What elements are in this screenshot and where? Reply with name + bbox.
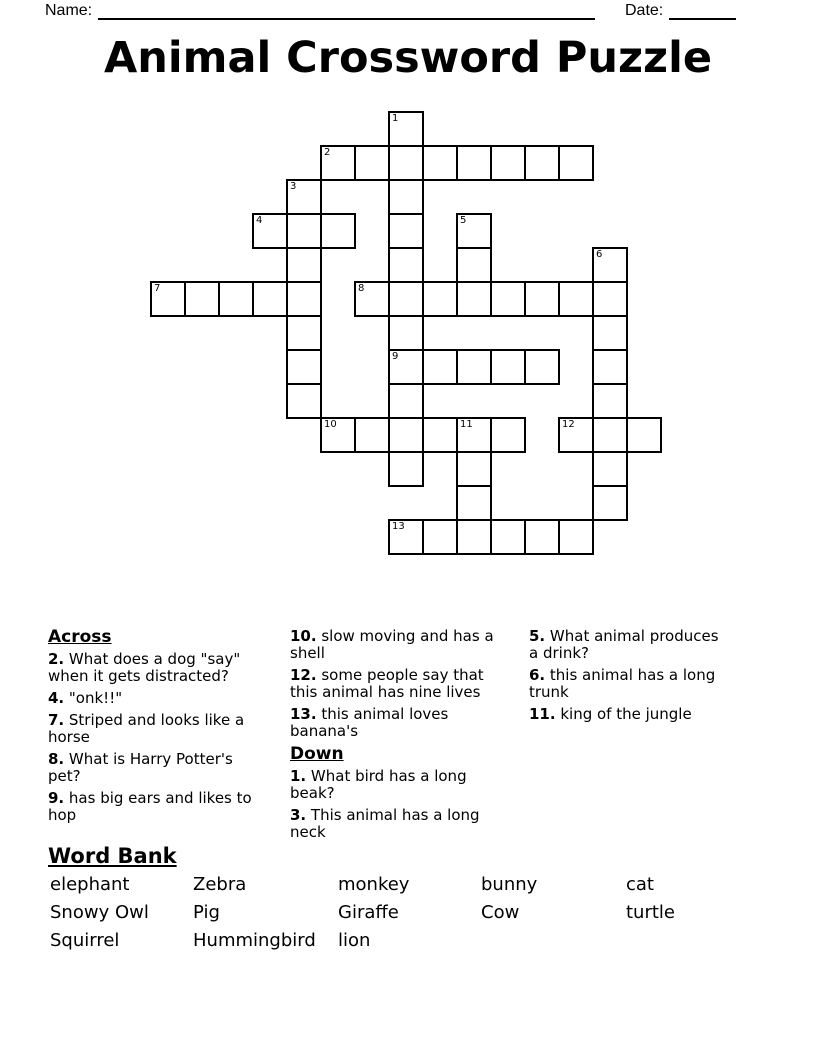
clue-number: 12.: [290, 666, 317, 684]
name-label: Name:: [45, 2, 93, 19]
page-title: Animal Crossword Puzzle: [104, 33, 712, 83]
cell-number: 1: [392, 113, 399, 124]
clue-item: 11. king of the jungle: [529, 705, 692, 723]
clue-number: 11.: [529, 705, 556, 723]
cell-number: 7: [154, 283, 161, 294]
cell-number: 8: [358, 283, 365, 294]
clue-column: [290, 628, 502, 846]
clue-heading: Down: [290, 744, 344, 764]
word-bank-word: cat: [626, 874, 654, 895]
clue-number: 4.: [48, 689, 65, 707]
cell-number: 5: [460, 215, 467, 226]
clue-number: 6.: [529, 666, 546, 684]
clue-number: 7.: [48, 711, 65, 729]
clue-item: 2. What does a dog "say" when it gets distracted?: [48, 650, 241, 685]
word-bank-word: Hummingbird: [193, 930, 316, 951]
clue-column: [529, 628, 727, 728]
clue-item: 7. Striped and looks like a horse: [48, 711, 245, 746]
word-bank-word: turtle: [626, 902, 675, 923]
word-bank-word: Cow: [481, 902, 520, 923]
clue-item: 6. this animal has a long trunk: [529, 666, 716, 701]
clue-item: 1. What bird has a long beak?: [290, 767, 467, 802]
clue-number: 1.: [290, 767, 307, 785]
word-bank-word: Snowy Owl: [50, 902, 149, 923]
cell-number: 11: [460, 419, 473, 430]
word-bank-word: Giraffe: [338, 902, 399, 923]
clue-item: 3. This animal has a long neck: [290, 806, 480, 841]
clue-number: 13.: [290, 705, 317, 723]
clue-number: 8.: [48, 750, 65, 768]
word-bank: [50, 872, 790, 956]
clue-heading: Across: [48, 627, 112, 647]
cell-number: 4: [256, 215, 263, 226]
clue-item: 13. this animal loves banana's: [290, 705, 449, 740]
clue-number: 10.: [290, 627, 317, 645]
clue-item: 5. What animal produces a drink?: [529, 627, 719, 662]
word-bank-word: Pig: [193, 902, 220, 923]
clue-number: 5.: [529, 627, 546, 645]
word-bank-word: lion: [338, 930, 371, 951]
cell-number: 10: [324, 419, 337, 430]
word-bank-word: Zebra: [193, 874, 247, 895]
word-bank-word: monkey: [338, 874, 410, 895]
cell-number: 3: [290, 181, 297, 192]
clue-number: 3.: [290, 806, 307, 824]
cell-number: 12: [562, 419, 575, 430]
cell-number: 13: [392, 521, 405, 532]
clue-item: 12. some people say that this animal has nine lives: [290, 666, 484, 701]
date-label: Date:: [625, 2, 664, 19]
word-bank-row: [50, 928, 790, 956]
clue-item: 4. "onk!!": [48, 689, 123, 707]
word-bank-word: Squirrel: [50, 930, 120, 951]
word-bank-word: bunny: [481, 874, 538, 895]
word-bank-row: [50, 872, 790, 900]
clue-item: 9. has big ears and likes to hop: [48, 789, 252, 824]
clue-number: 2.: [48, 650, 65, 668]
cell-number: 6: [596, 249, 603, 260]
clue-number: 9.: [48, 789, 65, 807]
cell-number: 2: [324, 147, 331, 158]
cell-number: 9: [392, 351, 399, 362]
clue-item: 8. What is Harry Potter's pet?: [48, 750, 233, 785]
clue-column: [48, 628, 253, 829]
clue-item: 10. slow moving and has a shell: [290, 627, 494, 662]
word-bank-word: elephant: [50, 874, 130, 895]
word-bank-row: [50, 900, 790, 928]
word-bank-heading: Word Bank: [48, 844, 177, 868]
